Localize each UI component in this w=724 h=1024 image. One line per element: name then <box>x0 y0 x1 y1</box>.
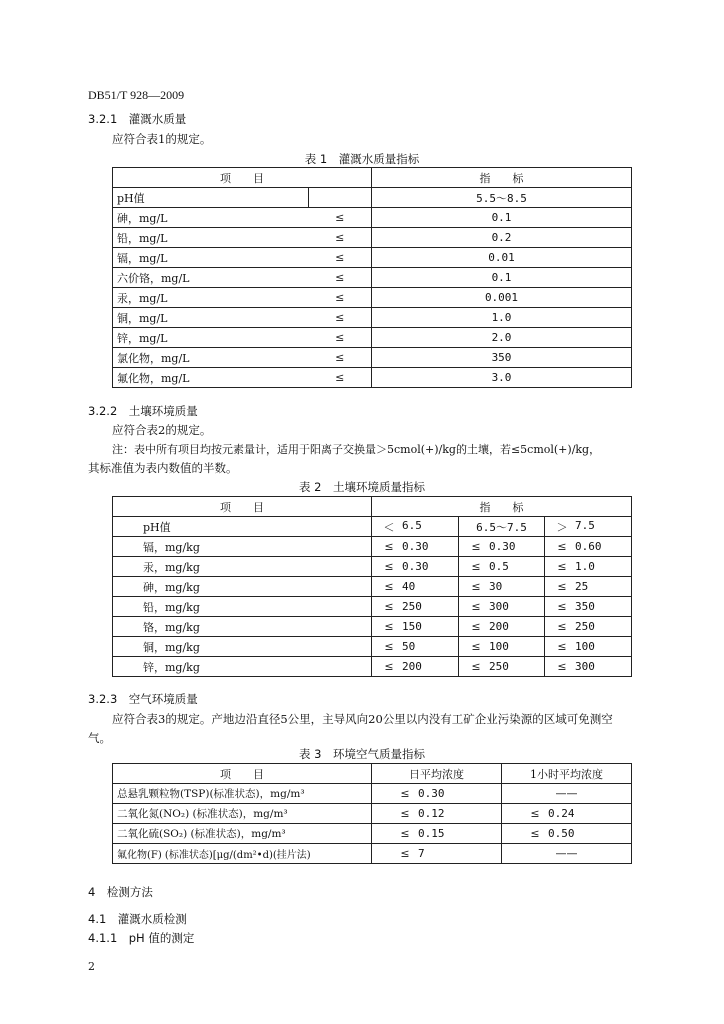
val: 350 <box>575 600 595 613</box>
val: 250 <box>489 660 509 673</box>
val: 200 <box>489 620 509 633</box>
val: 0.30 <box>418 787 445 800</box>
value-cell <box>545 657 632 677</box>
table-1-col-item: 项 目 <box>113 168 372 188</box>
table-3-header-row <box>113 764 632 784</box>
table-row <box>113 208 632 228</box>
op: ≤ <box>471 580 481 593</box>
val: 7.5 <box>575 518 595 532</box>
val: 150 <box>402 620 422 633</box>
value-cell: 0.1 <box>372 208 632 228</box>
value-cell: 0.01 <box>372 248 632 268</box>
hourly-cell <box>502 804 632 824</box>
val: 0.24 <box>548 807 575 820</box>
value-cell <box>545 517 632 537</box>
table-row <box>113 517 632 537</box>
section-3-2-2-note-line-2: 其标准值为表内数值的半数。 <box>88 461 238 475</box>
table-row <box>113 328 632 348</box>
value-cell <box>372 517 459 537</box>
item-cell: pH值 <box>113 517 372 537</box>
section-3-2-2-heading: 3.2.2 土壤环境质量 <box>88 404 198 418</box>
value-cell <box>372 597 459 617</box>
op: ≤ <box>530 807 540 820</box>
op: ≤ <box>384 560 394 573</box>
table-1-header-row <box>113 168 632 188</box>
item-cell: 锌，mg/kg <box>113 657 372 677</box>
value-cell <box>545 557 632 577</box>
table-row <box>113 248 632 268</box>
value-cell <box>459 657 545 677</box>
value-cell <box>545 577 632 597</box>
val: 0.30 <box>489 540 516 553</box>
item-cell: 镉，mg/L <box>113 248 309 268</box>
item-cell: 锌，mg/L <box>113 328 309 348</box>
section-3-2-3-heading: 3.2.3 空气环境质量 <box>88 692 198 706</box>
val: 300 <box>575 660 595 673</box>
val: 250 <box>402 600 422 613</box>
op: ≤ <box>471 560 481 573</box>
op: ≤ <box>557 540 567 553</box>
section-4-1-heading: 4.1 灌溉水质检测 <box>88 912 187 926</box>
item-cell: 六价铬，mg/L <box>113 268 309 288</box>
op: ≤ <box>471 600 481 613</box>
val: 0.60 <box>575 540 602 553</box>
item-cell: 铅，mg/L <box>113 228 309 248</box>
val: 200 <box>402 660 422 673</box>
value-cell <box>372 657 459 677</box>
section-4-heading: 4 检测方法 <box>88 885 153 899</box>
section-3-2-2-text: 应符合表2的规定。 <box>112 423 212 437</box>
table-row <box>113 657 632 677</box>
value-cell: 3.0 <box>372 368 632 388</box>
op: ≤ <box>557 600 567 613</box>
table-row <box>113 288 632 308</box>
daily-cell <box>372 784 502 804</box>
op: ≤ <box>471 640 481 653</box>
op: ≤ <box>400 807 410 820</box>
op: ≤ <box>384 540 394 553</box>
val: —— <box>555 787 578 800</box>
val: 7 <box>418 847 425 860</box>
op: ≤ <box>384 600 394 613</box>
val: 100 <box>575 640 595 653</box>
item-cell: 铜，mg/kg <box>113 637 372 657</box>
op: ≤ <box>557 620 567 633</box>
table-row <box>113 268 632 288</box>
op: ≤ <box>557 660 567 673</box>
item-cell: 铬，mg/kg <box>113 617 372 637</box>
op: ≤ <box>384 620 394 633</box>
table-2-col-value: 指 标 <box>372 497 632 517</box>
val: 300 <box>489 600 509 613</box>
op: ≤ <box>557 560 567 573</box>
op-cell: ≤ <box>309 208 372 228</box>
op: ≤ <box>400 847 410 860</box>
val: 250 <box>575 620 595 633</box>
table-row <box>113 597 632 617</box>
value-cell <box>372 577 459 597</box>
value-cell: 0.001 <box>372 288 632 308</box>
table-row <box>113 188 632 208</box>
value-cell: 1.0 <box>372 308 632 328</box>
hourly-cell <box>502 844 632 864</box>
daily-cell <box>372 804 502 824</box>
value-cell: 2.0 <box>372 328 632 348</box>
hourly-cell <box>502 784 632 804</box>
value-cell: 0.1 <box>372 268 632 288</box>
value-cell <box>459 517 545 537</box>
op: ≤ <box>384 580 394 593</box>
section-3-2-1-heading: 3.2.1 灌溉水质量 <box>88 112 187 126</box>
table-row <box>113 824 632 844</box>
op: ≤ <box>557 640 567 653</box>
val: 1.0 <box>575 560 595 573</box>
table-row <box>113 784 632 804</box>
document-code: DB51/T 928—2009 <box>88 88 185 102</box>
item-cell: 汞，mg/kg <box>113 557 372 577</box>
op: ≤ <box>557 580 567 593</box>
val: 100 <box>489 640 509 653</box>
table-row <box>113 368 632 388</box>
table-row <box>113 557 632 577</box>
val: 25 <box>575 580 589 593</box>
table-row <box>113 844 632 864</box>
value-cell <box>459 557 545 577</box>
table-row <box>113 804 632 824</box>
val: 50 <box>402 640 416 653</box>
table-row <box>113 537 632 557</box>
table-1 <box>112 167 632 388</box>
table-3-col-hourly: 1小时平均浓度 <box>502 764 632 784</box>
table-2-header-row <box>113 497 632 517</box>
daily-cell <box>372 824 502 844</box>
item-cell: 二氧化氮(NO₂) (标准状态)，mg/m³ <box>113 804 372 824</box>
val: 6.5～7.5 <box>476 520 527 534</box>
table-2-caption: 表 2 土壤环境质量指标 <box>299 480 425 494</box>
section-4-1-1-heading: 4.1.1 pH 值的测定 <box>88 931 195 945</box>
table-row <box>113 637 632 657</box>
value-cell <box>372 557 459 577</box>
value-cell <box>372 617 459 637</box>
op: ≤ <box>400 787 410 800</box>
table-3-col-item: 项 目 <box>113 764 372 784</box>
op: ≤ <box>471 660 481 673</box>
op-cell: ≤ <box>309 368 372 388</box>
value-cell <box>545 537 632 557</box>
item-cell: 氟化物(F) (标准状态)[μg/(dm²•d)(挂片法) <box>113 844 372 864</box>
value-cell <box>459 537 545 557</box>
op: ≤ <box>384 660 394 673</box>
page-number: 2 <box>88 960 95 973</box>
op: ≤ <box>530 827 540 840</box>
value-cell <box>545 637 632 657</box>
hourly-cell <box>502 824 632 844</box>
value-cell <box>372 537 459 557</box>
table-row <box>113 617 632 637</box>
value-cell <box>545 617 632 637</box>
item-cell: 镉，mg/kg <box>113 537 372 557</box>
item-cell: 砷，mg/L <box>113 208 309 228</box>
table-3-caption: 表 3 环境空气质量指标 <box>299 747 425 761</box>
item-cell: pH值 <box>113 188 309 208</box>
item-cell: 氟化物，mg/L <box>113 368 309 388</box>
op: ≤ <box>471 540 481 553</box>
section-3-2-1-text: 应符合表1的规定。 <box>112 132 212 146</box>
val: 0.5 <box>489 560 509 573</box>
val: 0.30 <box>402 560 429 573</box>
value-cell <box>545 597 632 617</box>
item-cell: 氯化物，mg/L <box>113 348 309 368</box>
value-cell <box>459 597 545 617</box>
table-row <box>113 348 632 368</box>
op-cell: ≤ <box>309 348 372 368</box>
val: 0.12 <box>418 807 445 820</box>
op-cell <box>309 188 372 208</box>
table-row <box>113 228 632 248</box>
op: ＞ <box>556 520 568 534</box>
section-3-2-3-text-line-1: 应符合表3的规定。产地边沿直径5公里，主导风向20公里以内没有工矿企业污染源的区域可免测空 <box>112 712 613 726</box>
value-cell: 350 <box>372 348 632 368</box>
op-cell: ≤ <box>309 228 372 248</box>
item-cell: 总悬乳颗粒物(TSP)(标准状态)，mg/m³ <box>113 784 372 804</box>
item-cell: 铅，mg/kg <box>113 597 372 617</box>
op: ≤ <box>400 827 410 840</box>
val: 30 <box>489 580 503 593</box>
section-3-2-3-text-line-2: 气。 <box>88 731 111 745</box>
value-cell <box>459 577 545 597</box>
table-2 <box>112 496 632 677</box>
table-2-col-item: 项 目 <box>113 497 372 517</box>
val: 6.5 <box>402 518 422 532</box>
val: 0.50 <box>548 827 575 840</box>
item-cell: 砷，mg/kg <box>113 577 372 597</box>
table-row <box>113 308 632 328</box>
section-3-2-2-note-line-1: 注：表中所有项目均按元素量计，适用于阳离子交换量＞5cmol(+)/kg的土壤，若≤5cmol(+)/kg， <box>112 443 601 456</box>
op: ≤ <box>471 620 481 633</box>
op-cell: ≤ <box>309 328 372 348</box>
op: ≤ <box>384 640 394 653</box>
value-cell <box>459 637 545 657</box>
item-cell: 汞，mg/L <box>113 288 309 308</box>
val: 40 <box>402 580 416 593</box>
table-1-caption: 表 1 灌溉水质量指标 <box>304 152 420 166</box>
value-cell: 5.5～8.5 <box>372 188 632 208</box>
table-3 <box>112 763 632 864</box>
op-cell: ≤ <box>309 268 372 288</box>
op-cell: ≤ <box>309 308 372 328</box>
val: 0.15 <box>418 827 445 840</box>
table-3-col-daily: 日平均浓度 <box>372 764 502 784</box>
value-cell <box>372 637 459 657</box>
value-cell: 0.2 <box>372 228 632 248</box>
val: —— <box>555 847 578 860</box>
item-cell: 二氧化硫(SO₂) (标准状态)，mg/m³ <box>113 824 372 844</box>
op-cell: ≤ <box>309 288 372 308</box>
op-cell: ≤ <box>309 248 372 268</box>
table-row <box>113 577 632 597</box>
value-cell <box>459 617 545 637</box>
op: ＜ <box>383 520 395 534</box>
table-1-col-value: 指 标 <box>372 168 632 188</box>
daily-cell <box>372 844 502 864</box>
item-cell: 铜，mg/L <box>113 308 309 328</box>
val: 0.30 <box>402 540 429 553</box>
